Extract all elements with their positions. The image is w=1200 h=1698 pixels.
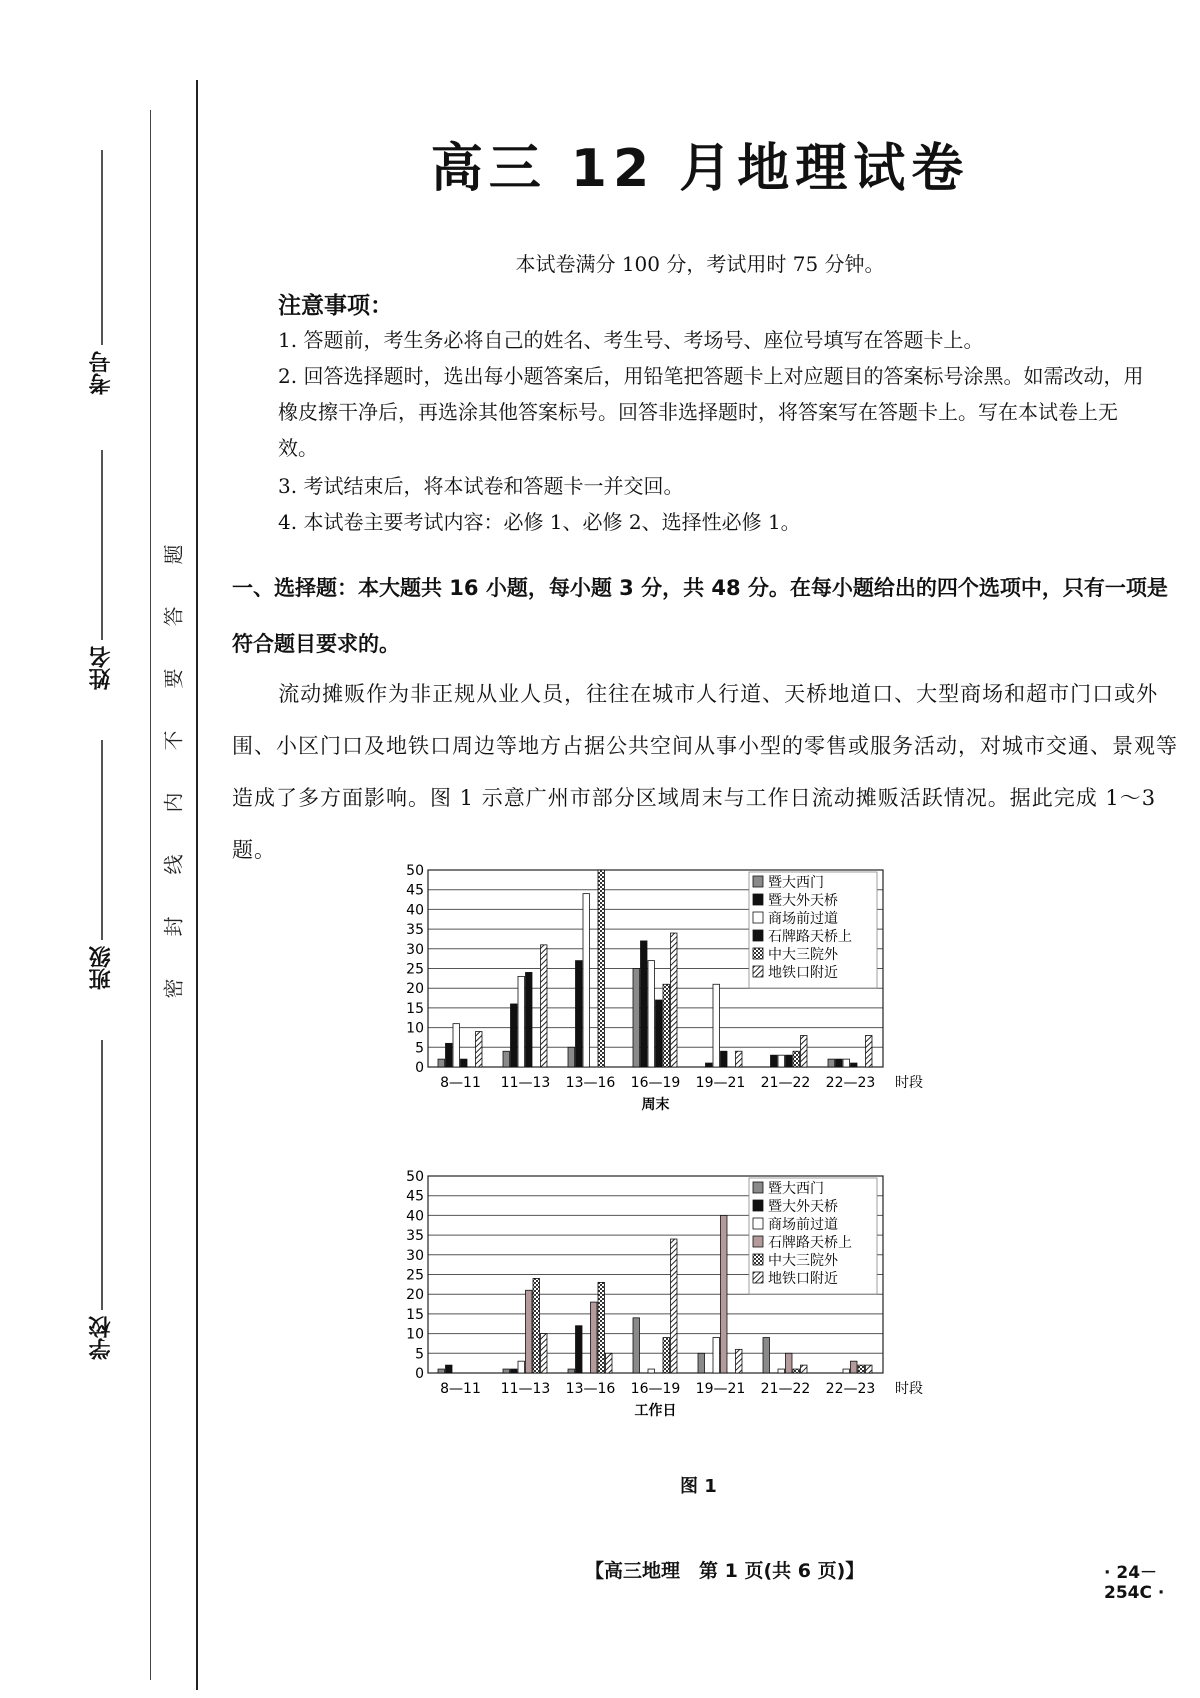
y-tick-label: 10 [406,1326,424,1343]
y-tick-label: 0 [415,1060,424,1076]
x-tick-label: 21—22 [760,1381,811,1397]
bar [721,1215,728,1373]
school-label: 学校 [89,1316,114,1360]
legend-label: 暨大外天桥 [768,893,838,909]
bar [598,870,605,1067]
y-tick-label: 45 [406,882,424,899]
x-tick-label: 11—13 [500,1075,551,1091]
bar [453,1024,460,1067]
bar [598,1282,605,1373]
bar [706,1063,713,1067]
y-tick-label: 15 [406,1306,424,1323]
legend-label: 石牌路天桥上 [768,929,852,945]
seal-char: 密 [161,978,186,999]
x-axis-label: 时段 [895,1381,923,1397]
x-tick-label: 16—19 [630,1075,681,1091]
y-tick-label: 40 [406,902,424,919]
bar [786,1353,793,1373]
legend-swatch [753,1218,763,1229]
bar [663,1338,670,1373]
figure-caption: 图 1 [680,1476,717,1497]
bar [851,1063,858,1067]
weekday-bar-chart [400,1168,960,1428]
legend-label: 中大三院外 [768,947,838,963]
bar [438,1369,445,1373]
legend-swatch [753,1254,763,1265]
bar [518,976,525,1067]
bar [771,1055,778,1067]
legend-swatch [753,1236,763,1247]
bar [518,1361,525,1373]
x-tick-label: 13—16 [565,1381,616,1397]
legend-label: 商场前过道 [768,911,838,927]
x-tick-label: 11—13 [500,1381,551,1397]
notice-item: 2. 回答选择题时，选出每小题答案后，用铅笔把答题卡上对应题目的答案标号涂黑。如需改动，用橡皮擦干净后，再选涂其他答案标号。回答非选择题时，将答案写在答题卡上。写在本试卷上无效。 [278,364,1144,460]
weekend-chart [400,862,960,1122]
chart-subtitle: 工作日 [634,1403,677,1419]
binding-line [196,80,198,1690]
bar [671,1239,678,1373]
bar [606,1353,613,1373]
seal-char: 题 [161,544,186,565]
bar [866,1365,873,1373]
bar [786,1055,793,1067]
bar [541,945,548,1067]
bar [591,1302,598,1373]
bar [446,1365,453,1373]
name-field[interactable] [86,450,117,690]
y-tick-label: 20 [406,1287,424,1304]
fold-line [150,110,151,1680]
bar [446,1043,453,1067]
bar [778,1369,785,1373]
bar [648,961,655,1067]
bar [641,941,648,1067]
bar [648,1369,655,1373]
bar [568,1047,575,1067]
legend-swatch [753,1272,763,1283]
legend-label: 暨大西门 [768,1181,824,1197]
bar [851,1361,858,1373]
y-tick-label: 30 [406,1247,424,1264]
class-label: 班级 [89,946,114,990]
bar [721,1051,728,1067]
bar [801,1365,808,1373]
y-tick-label: 10 [406,1020,424,1037]
bar [736,1349,743,1373]
y-tick-label: 0 [415,1366,424,1382]
x-tick-label: 8—11 [440,1075,481,1091]
legend-swatch [753,930,763,941]
legend-label: 暨大外天桥 [768,1199,838,1215]
bar [836,1059,843,1067]
legend-swatch [753,894,763,905]
y-tick-label: 20 [406,981,424,998]
x-tick-label: 8—11 [440,1381,481,1397]
bar [713,1338,720,1373]
bar [526,1290,533,1373]
notice-item: 1. 答题前，考生务必将自己的姓名、考生号、考场号、座位号填写在答题卡上。 [278,328,984,352]
bar [713,984,720,1067]
y-tick-label: 50 [406,863,424,879]
exam-number-label: 考号 [89,351,114,395]
bar [576,1326,583,1373]
bar [633,1318,640,1373]
bar [801,1035,808,1067]
x-axis-label: 时段 [895,1075,923,1091]
legend-label: 地铁口附近 [768,965,838,981]
legend-label: 中大三院外 [768,1253,838,1269]
seal-char: 内 [161,792,186,813]
legend-swatch [753,876,763,887]
bar [541,1334,548,1373]
x-tick-label: 13—16 [565,1075,616,1091]
y-tick-label: 25 [406,1267,424,1284]
seal-char: 答 [161,606,186,627]
y-tick-label: 5 [415,1346,424,1363]
legend-swatch [753,1182,763,1193]
weekday-chart [400,1168,960,1428]
bar [476,1032,483,1067]
bar [511,1369,518,1373]
legend-label: 商场前过道 [768,1217,838,1233]
paper-code: · 24－254C · [1104,1563,1165,1603]
x-tick-label: 19—21 [695,1075,746,1091]
bar [671,933,678,1067]
y-tick-label: 50 [406,1169,424,1185]
notice-heading: 注意事项： [278,293,393,319]
seal-warning [161,540,186,1003]
legend-label: 石牌路天桥上 [768,1235,852,1251]
school-blank[interactable] [101,1040,103,1310]
bar [843,1059,850,1067]
x-tick-label: 22—23 [825,1075,876,1091]
weekend-bar-chart [400,862,960,1122]
page-title: 高三 12 月地理试卷 [430,139,970,199]
bar [633,969,640,1068]
bar [793,1369,800,1373]
legend-label: 地铁口附近 [768,1271,838,1287]
legend-swatch [753,966,763,977]
y-tick-label: 30 [406,941,424,958]
notice-item: 4. 本试卷主要考试内容：必修 1、必修 2、选择性必修 1。 [278,510,801,534]
seal-char: 要 [161,668,186,689]
x-tick-label: 21—22 [760,1075,811,1091]
y-tick-label: 25 [406,961,424,978]
y-tick-label: 15 [406,1000,424,1017]
bar [858,1365,865,1373]
legend-label: 暨大西门 [768,875,824,891]
y-tick-label: 35 [406,1228,424,1245]
section-heading: 一、选择题：本大题共 16 小题，每小题 3 分，共 48 分。在每小题给出的四个选项中，只有一项是符合题目要求的。 [232,576,1168,656]
y-tick-label: 5 [415,1040,424,1057]
school-field[interactable] [86,1040,117,1360]
x-tick-label: 16—19 [630,1381,681,1397]
seal-char: 线 [161,854,186,875]
y-tick-label: 45 [406,1188,424,1205]
x-tick-label: 19—21 [695,1381,746,1397]
seal-char: 不 [161,730,186,751]
exam-info: 本试卷满分 100 分，考试用时 75 分钟。 [515,252,885,276]
name-blank[interactable] [101,450,103,640]
page-footer: 【高三地理 第 1 页(共 6 页)】 [585,1560,865,1582]
bar [511,1004,518,1067]
chart-subtitle: 周末 [641,1097,670,1113]
bar [438,1059,445,1067]
bar [866,1035,873,1067]
bar [656,1000,663,1067]
bar [526,972,533,1067]
bar [503,1369,510,1373]
bar [778,1055,785,1067]
x-tick-label: 22—23 [825,1381,876,1397]
bar [736,1051,743,1067]
bar [568,1369,575,1373]
class-field[interactable] [86,740,117,990]
bar [503,1051,510,1067]
bar [793,1051,800,1067]
bar [576,961,583,1067]
y-tick-label: 35 [406,922,424,939]
bar [663,984,670,1067]
notice-item: 3. 考试结束后，将本试卷和答题卡一并交回。 [278,474,684,498]
name-label: 姓名 [89,646,114,690]
class-blank[interactable] [101,740,103,940]
bar [583,894,590,1067]
question-passage: 流动摊贩作为非正规从业人员，往往在城市人行道、天桥地道口、大型商场和超市门口或外围、小区门口及地铁口周边等地方占据公共空间从事小型的零售或服务活动，对城市交通、景观等造成了多方面影响。图 1 示意广州市部分区域周末与工作日流动摊贩活跃情况。据此完成 1～3 题。 [232,682,1178,862]
legend-swatch [753,912,763,923]
legend-swatch [753,948,763,959]
bar [763,1338,770,1373]
legend-swatch [753,1200,763,1211]
seal-char: 封 [161,916,186,937]
bar [533,1278,540,1373]
bar [461,1059,468,1067]
bar [843,1369,850,1373]
bar [698,1353,705,1373]
y-tick-label: 40 [406,1208,424,1225]
bar [828,1059,835,1067]
